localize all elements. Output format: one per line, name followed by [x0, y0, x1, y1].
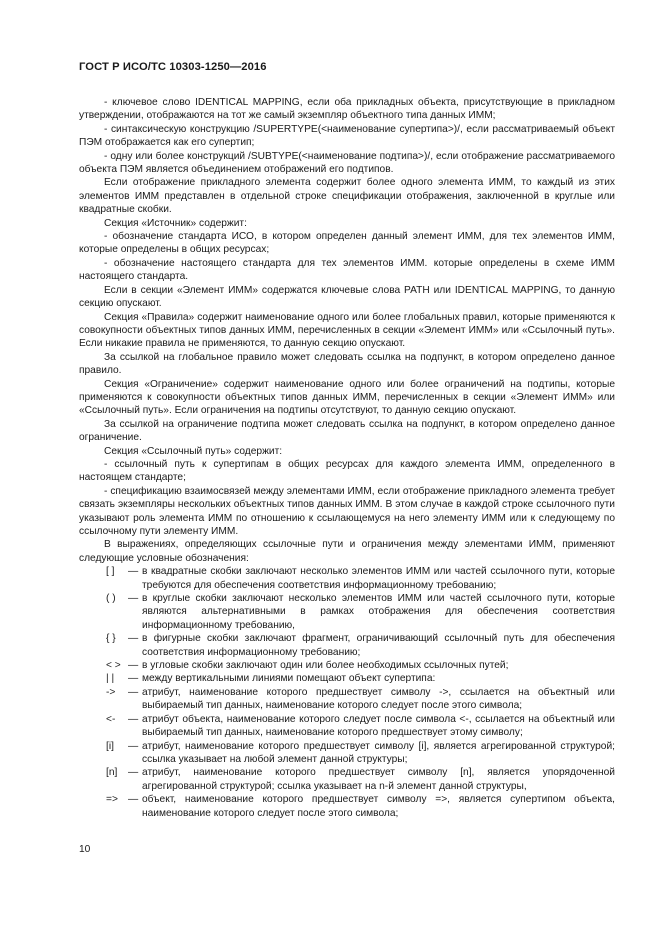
notation-item [79, 766, 615, 793]
notation-text: атрибут, наименование которого предшествует символу ->, ссылается на объектный или выбираемый тип данных, наименование которого следует после этого символа; [142, 686, 615, 712]
paragraph: Секция «Ограничение» содержит наименование одного или более ограничений на подтипы, которые применяются к совокупности объектных типов данных ИММ, перечисленных в секции «Элемент ИММ» или «Ссылочный путь». Если ограничения на подтипы отсутствуют, то данную секцию опускают. [79, 378, 615, 417]
page-number: 10 [79, 844, 91, 855]
body-text [79, 96, 615, 820]
notation-dash: — [128, 713, 139, 725]
notation-symbol: [i] [106, 740, 114, 752]
notation-text: в угловые скобки заключают один или более необходимых ссылочных путей; [142, 660, 509, 672]
paragraph: - ключевое слово IDENTICAL MAPPING, если оба прикладных объекта, присутствующие в прикладном утверждении, отображаются на тот же самый экземпляр объектного типа данных ИММ; [79, 97, 615, 122]
notation-item [79, 659, 615, 672]
notation-symbol: <- [106, 713, 116, 725]
notation-symbol: < > [106, 660, 121, 672]
paragraph: Секция «Правила» содержит наименование одного или более глобальных правил, которые применяются к совокупности объектных типов данных ИММ, перечисленных в секции «Элемент ИММ» или «Ссылочный путь». Если никакие правила не применяются, то данную секцию опускают. [79, 311, 615, 350]
paragraph: - спецификацию взаимосвязей между элементами ИММ, если отображение прикладного элемента требует связать экземпляры нескольких объектных типов данных ИММ. В этом случае в каждой строке ссылочного пути указывают роль элемента ИММ по отношению к ссылающемуся на него элементу ИММ или к следующему по ссылочному пути элементу ИММ. [79, 485, 615, 537]
notation-item [79, 672, 615, 685]
notation-text: атрибут, наименование которого предшествует символу [i], является агрегированной структурой; ссылка указывает на любой элемент данной структуры; [142, 740, 615, 765]
notation-symbol: => [106, 794, 118, 806]
notation-dash: — [128, 660, 139, 672]
standard-header: ГОСТ Р ИСО/ТС 10303-1250—2016 [79, 61, 267, 73]
notation-item [79, 740, 615, 767]
notation-text: в круглые скобки заключают несколько элементов ИММ или частей ссылочного пути, которые являются альтернативными в рамках отображения для обеспечения соответствия информационному требованию, [142, 593, 615, 631]
notation-dash: — [128, 686, 139, 698]
notation-dash: — [128, 740, 139, 752]
notation-symbol: [ ] [106, 566, 115, 578]
paragraph: В выражениях, определяющих ссылочные пути и ограничения между элементами ИММ, применяют следующие условные обозначения: [79, 539, 615, 564]
notation-text: атрибут объекта, наименование которого следует после символа <-, ссылается на объектный или выбираемый тип данных, наименование которого предшествует этому символу; [142, 713, 615, 739]
notation-item [79, 632, 615, 659]
notation-item [79, 686, 615, 713]
notation-symbol: ( ) [106, 593, 116, 605]
paragraph: - обозначение настоящего стандарта для тех элементов ИММ. которые определены в схеме ИММ настоящего стандарта. [79, 257, 615, 283]
notation-item [79, 592, 615, 632]
notation-item [79, 565, 615, 592]
notation-dash: — [128, 566, 139, 578]
notation-dash: — [128, 633, 139, 645]
notation-list [79, 565, 615, 820]
paragraph: За ссылкой на глобальное правило может следовать ссылка на подпункт, в котором определено данное правило. [79, 351, 615, 377]
paragraph: - одну или более конструкций /SUBTYPE(<наименование подтипа>)/, если отображение рассматриваемого объекта ПЭМ является объединением отображений его подтипов. [79, 150, 615, 176]
paragraph: - ссылочный путь к супертипам в общих ресурсах для каждого элемента ИММ, определенного в настоящем стандарте; [79, 458, 615, 484]
paragraph: За ссылкой на ограничение подтипа может следовать ссылка на подпункт, в котором определено данное ограничение. [79, 418, 615, 444]
paragraph: - синтаксическую конструкцию /SUPERTYPE(<наименование супертипа>)/, если рассматриваемый объект ПЭМ отображается как его супертип; [79, 123, 615, 149]
paragraph: - обозначение стандарта ИСО, в котором определен данный элемент ИММ, для тех элементов ИММ, которые определены в общих ресурсах; [79, 231, 615, 256]
notation-symbol: { } [106, 633, 116, 645]
notation-text: объект, наименование которого предшествует символу =>, является супертипом объекта, наименование которого следует после этого символа; [142, 794, 615, 819]
notation-dash: — [128, 673, 139, 685]
notation-item [79, 793, 615, 820]
notation-symbol: [n] [106, 767, 118, 779]
notation-text: между вертикальными линиями помещают объект супертипа: [142, 673, 436, 685]
paragraph: Если отображение прикладного элемента содержит более одного элемента ИММ, то каждый из этих элементов ИММ представлен в отдельной строке спецификации отображения, заключенной в круглые или квадратные скобки. [79, 177, 615, 216]
notation-dash: — [128, 593, 139, 605]
notation-symbol: -> [106, 686, 116, 698]
notation-symbol: | | [106, 673, 115, 685]
notation-dash: — [128, 767, 139, 779]
notation-text: в фигурные скобки заключают фрагмент, ограничивающий ссылочный путь для обеспечения соответствия информационному требованию; [142, 633, 615, 658]
notation-dash: — [128, 794, 139, 806]
notation-item [79, 713, 615, 740]
notation-text: в квадратные скобки заключают несколько элементов ИММ или частей ссылочного пути, которые требуются для обеспечения соответствия информационному требованию; [142, 566, 615, 591]
paragraph: Секция «Ссылочный путь» содержит: [104, 445, 283, 457]
paragraph: Секция «Источник» содержит: [104, 217, 247, 229]
paragraph: Если в секции «Элемент ИММ» содержатся ключевые слова PATH или IDENTICAL MAPPING, то данную секцию опускают. [79, 284, 615, 310]
notation-text: атрибут, наименование которого предшествует символу [n], является упорядоченной агрегированной структурой; ссылка указывает на n-й элемент данной структуры, [142, 767, 615, 792]
